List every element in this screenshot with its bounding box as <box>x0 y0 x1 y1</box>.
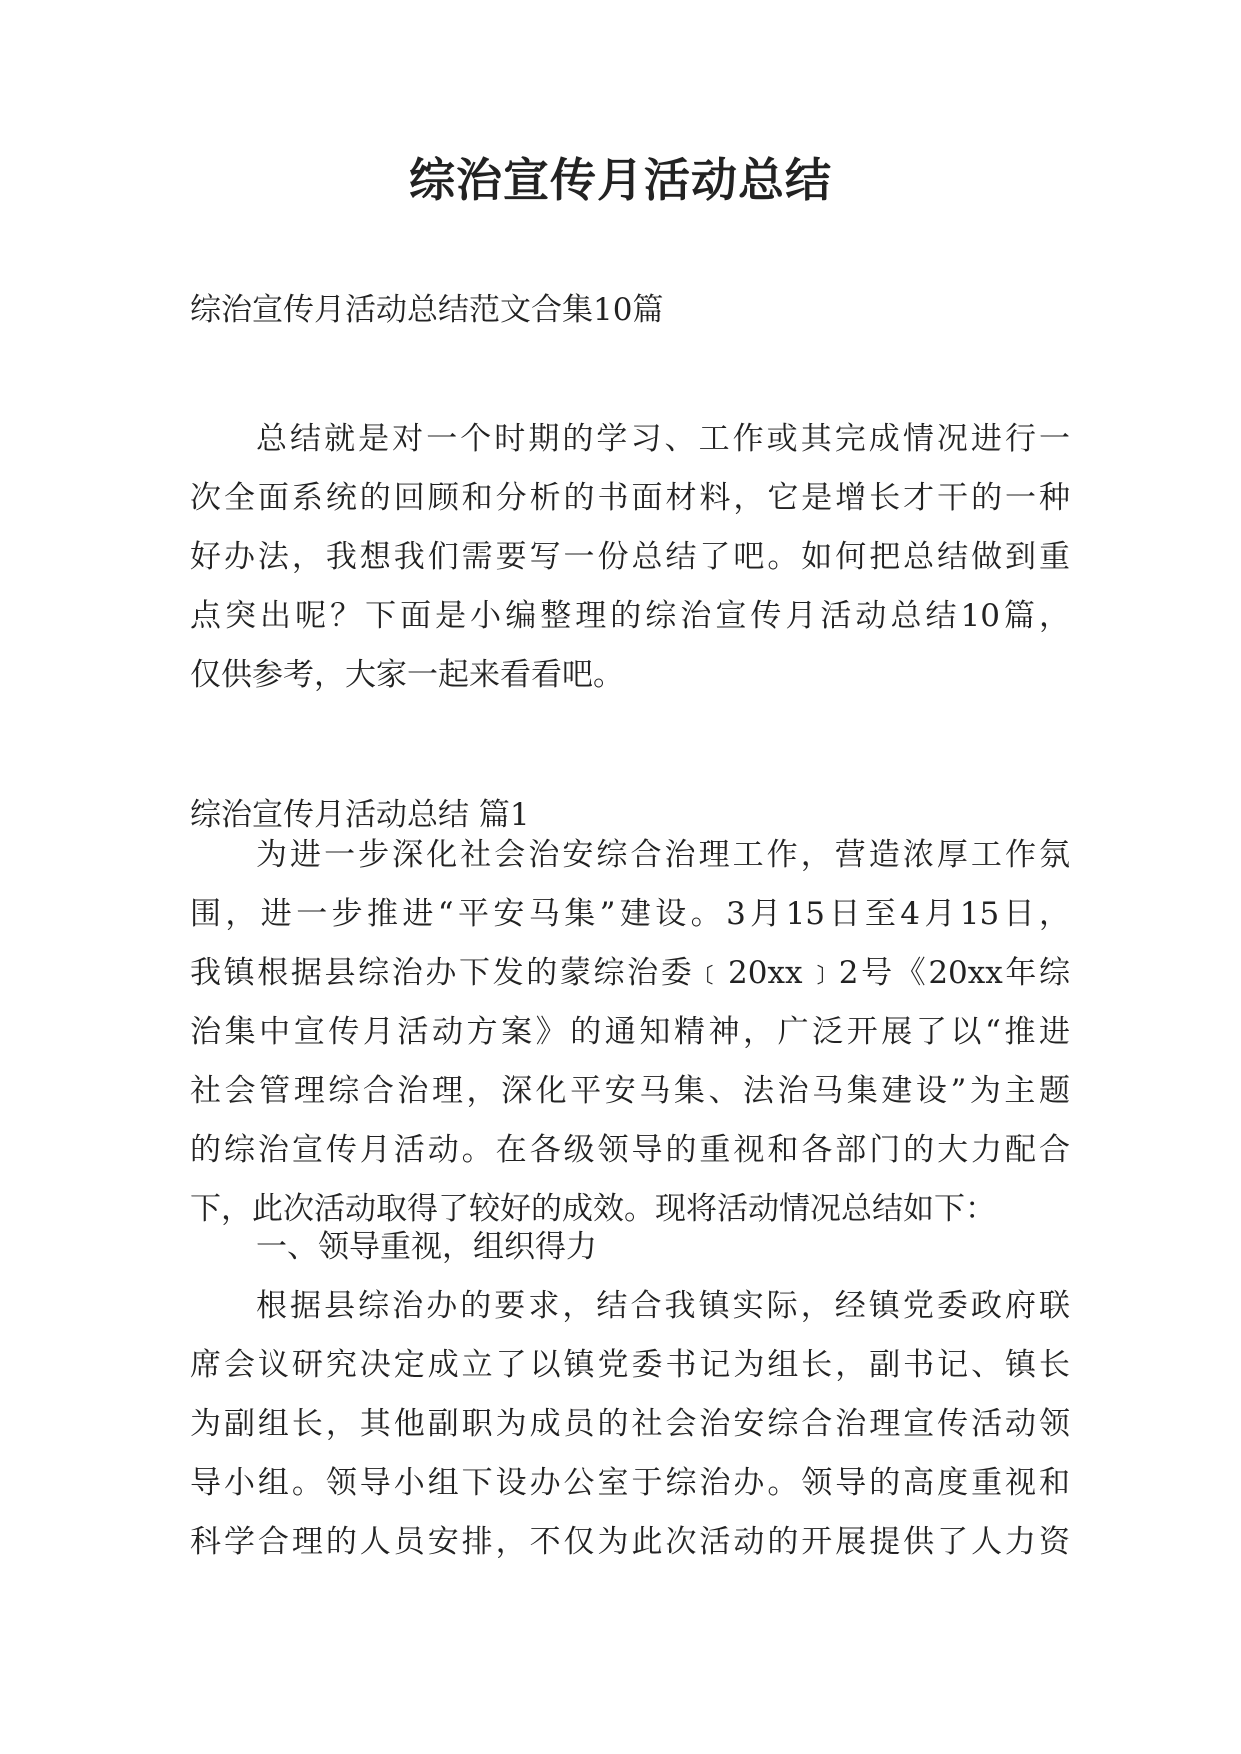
document-title: 综治宣传月活动总结 <box>409 153 832 207</box>
text-line: 围，进一步推进“平安马集”建设。3月15日至4月15日， <box>190 896 1070 932</box>
section-heading: 综治宣传月活动总结 篇1 <box>190 797 530 833</box>
text-line: 下，此次活动取得了较好的成效。现将活动情况总结如下： <box>190 1191 996 1227</box>
text-line: 席会议研究决定成立了以镇党委书记为组长，副书记、镇长 <box>190 1347 1070 1383</box>
text-line: 仅供参考，大家一起来看看吧。 <box>190 657 624 693</box>
text-line: 导小组。领导小组下设办公室于综治办。领导的高度重视和 <box>190 1465 1070 1501</box>
text-line: 为进一步深化社会治安综合治理工作，营造浓厚工作氛 <box>256 837 1070 873</box>
text-line: 治集中宣传月活动方案》的通知精神，广泛开展了以“推进 <box>190 1014 1070 1050</box>
text-line: 根据县综治办的要求，结合我镇实际，经镇党委政府联 <box>256 1288 1070 1324</box>
text-line: 总结就是对一个时期的学习、工作或其完成情况进行一 <box>256 421 1070 457</box>
text-line: 科学合理的人员安排，不仅为此次活动的开展提供了人力资 <box>190 1524 1070 1560</box>
body-paragraph-2 <box>190 1277 1070 1572</box>
text-line: 次全面系统的回顾和分析的书面材料，它是增长才干的一种 <box>190 480 1070 516</box>
body-paragraph-1 <box>190 826 1070 1239</box>
subsection-heading <box>190 1218 1070 1277</box>
text-line: 点突出呢？下面是小编整理的综治宣传月活动总结10篇， <box>190 598 1070 634</box>
subsection-heading-text: 一、领导重视，组织得力 <box>256 1229 597 1265</box>
document-subtitle: 综治宣传月活动总结范文合集10篇 <box>190 292 664 328</box>
text-line: 的综治宣传月活动。在各级领导的重视和各部门的大力配合 <box>190 1132 1070 1168</box>
intro-paragraph <box>190 410 1070 705</box>
text-line: 我镇根据县综治办下发的蒙综治委﹝20xx﹞2号《20xx年综 <box>190 955 1070 991</box>
text-line: 好办法，我想我们需要写一份总结了吧。如何把总结做到重 <box>190 539 1070 575</box>
text-line: 为副组长，其他副职为成员的社会治安综合治理宣传活动领 <box>190 1406 1070 1442</box>
text-line: 社会管理综合治理，深化平安马集、法治马集建设”为主题 <box>190 1073 1070 1109</box>
